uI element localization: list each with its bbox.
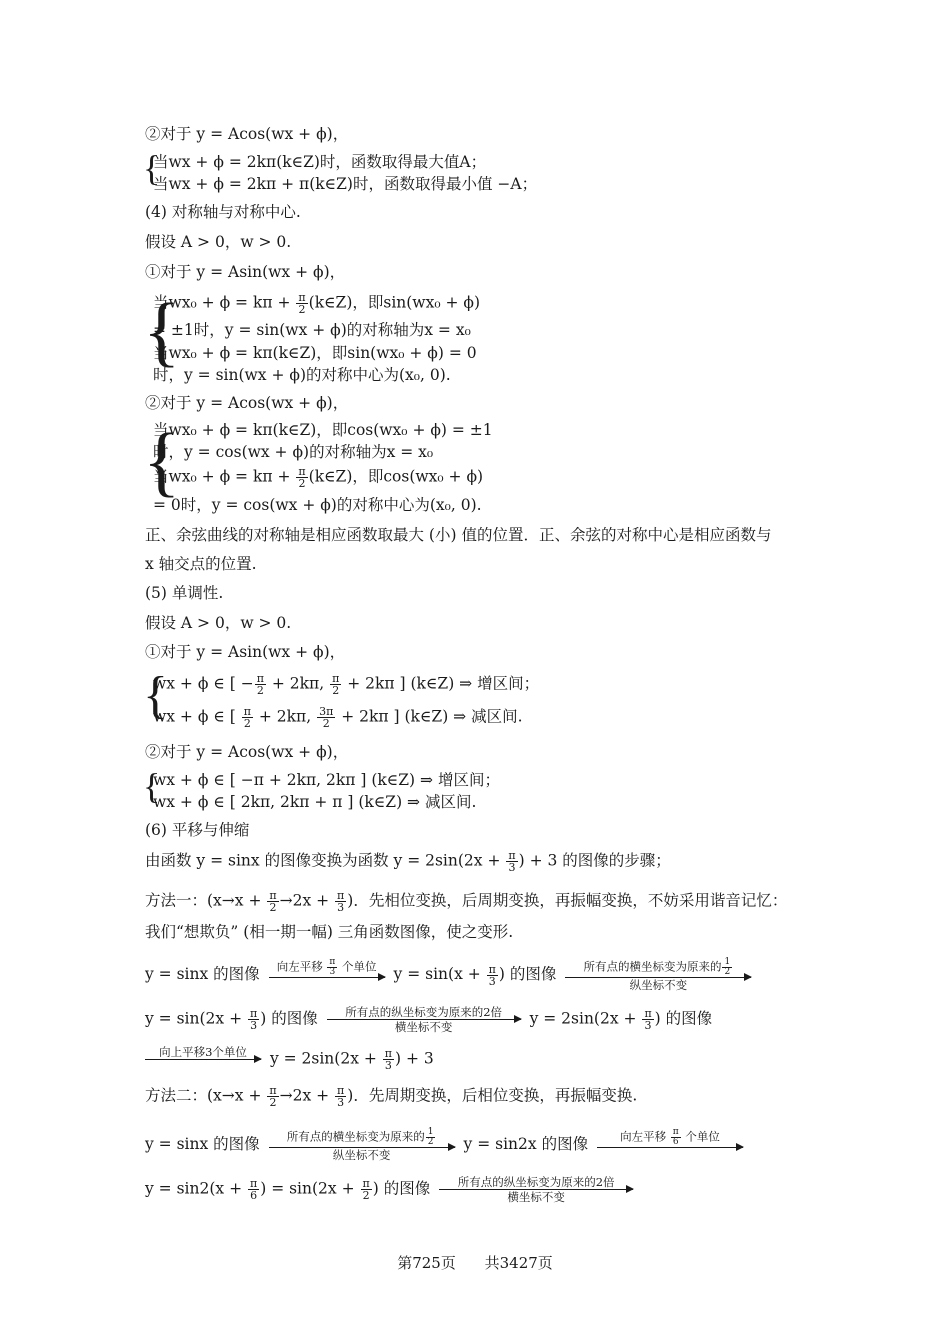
fraction: $\frac{1}{2}$: [724, 957, 731, 977]
fraction: $\frac{\pi}{3}$: [337, 889, 345, 914]
text-line: = 0时，y = cos(wx + ϕ)的对称中心为(x₀, 0).: [153, 496, 482, 514]
text-line: 当wx + ϕ = 2kπ + π(k∈Z)时，函数取得最小值 −A；: [153, 175, 538, 193]
text-line: 正、余弦曲线的对称轴是相应函数取最大 (小) 值的位置．正、余弦的对称中心是相应函数与: [145, 526, 772, 544]
fraction: $\frac{\pi}{3}$: [329, 957, 336, 977]
transform-line: y = sinx 的图像 向左平移 $\frac{\pi}{3}$ 个单位 y = sin(x + $\frac{\pi}{3}$ ) 的图像 所有点的横坐标变为原来的 $\frac{1}{2}$ 纵坐标不变: [145, 958, 755, 992]
transform-line: y = sinx 的图像 所有点的横坐标变为原来的 $\frac{1}{2}$ 纵坐标不变 y = sin2x 的图像 向左平移 $\frac{\pi}{6}$ 个单位: [145, 1128, 747, 1162]
text-line: ①对于 y = Asin(wx + ϕ)，: [145, 643, 346, 661]
transform-line: 向上平移3个单位 y = 2sin(2x + $\frac{\pi}{3}$ ) + 3: [145, 1045, 434, 1074]
text-line: = ±1时，y = sin(wx + ϕ)的对称轴为x = x₀: [153, 321, 471, 339]
fraction: $\frac{\pi}{3}$: [508, 849, 516, 874]
text-line: 方法一：(x→x + $\frac{\pi}{2}$ →2x + $\frac{\pi}{3}$ )．先相位变换，后周期变换，再振幅变换，不妨采用谐音记忆：: [145, 889, 788, 914]
fraction: $\frac{1}{2}$: [427, 1127, 434, 1147]
section-heading: (6) 平移与伸缩: [145, 821, 250, 839]
fraction: $\frac{\pi}{2}$: [269, 889, 277, 914]
fraction: $\frac{\pi}{3}$: [644, 1007, 652, 1032]
transform-arrow: 向上平移3个单位: [145, 1045, 261, 1074]
text-line: 时，y = cos(wx + ϕ)的对称轴为x = x₀: [153, 443, 434, 461]
text-line: x 轴交点的位置.: [145, 555, 257, 573]
left-brace: {: [143, 417, 181, 504]
transform-line: y = sin2(x + $\frac{\pi}{6}$ ) = sin(2x + $\frac{\pi}{2}$ ) 的图像 所有点的纵坐标变为原来的2倍 横坐标不变: [145, 1175, 637, 1204]
text-line: 当wx₀ + ϕ = kπ(k∈Z)，即sin(wx₀ + ϕ) = 0: [153, 344, 477, 362]
fraction: $\frac{\pi}{2}$: [332, 672, 340, 697]
transform-arrow: 所有点的纵坐标变为原来的2倍 横坐标不变: [439, 1175, 633, 1204]
text-line: 当wx + ϕ = 2kπ(k∈Z)时，函数取得最大值A；: [153, 153, 487, 171]
transform-arrow: 所有点的横坐标变为原来的 $\frac{1}{2}$ 纵坐标不变: [269, 1128, 455, 1162]
fraction: $\frac{\pi}{2}$: [256, 672, 264, 697]
text-line: 由函数 y = sinx 的图像变换为函数 y = 2sin(2x + $\frac{\pi}{3}$ ) + 3 的图像的步骤；: [145, 849, 671, 874]
text-line: wx + ϕ ∈ [ − $\frac{\pi}{2}$ + 2kπ, $\frac{\pi}{2}$ + 2kπ ] (k∈Z) ⇒ 增区间；: [153, 672, 540, 697]
section-heading: (5) 单调性.: [145, 584, 224, 602]
section-heading: (4) 对称轴与对称中心.: [145, 203, 301, 221]
fraction: $\frac{\pi}{3}$: [488, 962, 496, 988]
left-brace: {: [143, 766, 161, 806]
page-footer: [0, 1252, 950, 1273]
fraction: $\frac{\pi}{2}$: [243, 705, 251, 730]
fraction: $\frac{3\pi}{2}$: [319, 705, 334, 730]
transform-arrow: 向左平移 $\frac{\pi}{3}$ 个单位: [269, 958, 385, 992]
fraction: $\frac{\pi}{2}$: [298, 465, 306, 490]
text-line: wx + ϕ ∈ [ −π + 2kπ, 2kπ ] (k∈Z) ⇒ 增区间；: [153, 771, 500, 789]
transform-line: y = sin(2x + $\frac{\pi}{3}$ ) 的图像 所有点的纵坐标变为原来的2倍 横坐标不变 y = 2sin(2x + $\frac{\pi}{3}$ ) 的图像: [145, 1005, 713, 1034]
page-number: 第725页: [397, 1254, 456, 1272]
text-line: 假设 A > 0，w > 0.: [145, 233, 292, 251]
text-line: 方法二：(x→x + $\frac{\pi}{2}$ →2x + $\frac{\pi}{3}$ )．先周期变换，后相位变换，再振幅变换.: [145, 1084, 638, 1109]
text-line: ②对于 y = Acos(wx + ϕ)，: [145, 743, 349, 761]
left-brace: {: [143, 287, 181, 374]
fraction: $\frac{\pi}{3}$: [249, 1007, 258, 1032]
left-brace: {: [143, 667, 168, 724]
text-line: ①对于 y = Asin(wx + ϕ)，: [145, 263, 346, 281]
fraction: $\frac{\pi}{3}$: [384, 1047, 393, 1072]
fraction: $\frac{\pi}{2}$: [298, 291, 306, 316]
text-line: ②对于 y = Acos(wx + ϕ)，: [145, 125, 349, 143]
text-line: wx + ϕ ∈ [ $\frac{\pi}{2}$ + 2kπ, $\frac{3\pi}{2}$ + 2kπ ] (k∈Z) ⇒ 减区间.: [153, 705, 523, 730]
transform-arrow: 所有点的纵坐标变为原来的2倍 横坐标不变: [327, 1005, 521, 1034]
transform-arrow: 所有点的横坐标变为原来的 $\frac{1}{2}$ 纵坐标不变: [565, 958, 751, 992]
text-line: 当wx₀ + ϕ = kπ(k∈Z)，即cos(wx₀ + ϕ) = ±1: [153, 421, 493, 439]
fraction: $\frac{\pi}{2}$: [362, 1177, 370, 1202]
text-line: ②对于 y = Acos(wx + ϕ)，: [145, 394, 349, 412]
left-brace: {: [143, 148, 161, 188]
text-line: wx + ϕ ∈ [ 2kπ, 2kπ + π ] (k∈Z) ⇒ 减区间.: [153, 793, 477, 811]
text-line: 当wx₀ + ϕ = kπ + $\frac{\pi}{2}$ (k∈Z)，即sin(wx₀ + ϕ): [153, 291, 480, 316]
fraction: $\frac{\pi}{6}$: [672, 1127, 679, 1147]
text-line: 时，y = sin(wx + ϕ)的对称中心为(x₀, 0).: [153, 366, 451, 384]
transform-arrow: 向左平移 $\frac{\pi}{6}$ 个单位: [597, 1128, 743, 1162]
fraction: $\frac{\pi}{6}$: [249, 1177, 258, 1202]
fraction: $\frac{\pi}{3}$: [337, 1084, 345, 1109]
text-line: 假设 A > 0，w > 0.: [145, 614, 292, 632]
fraction: $\frac{\pi}{2}$: [269, 1084, 277, 1109]
text-line: 我们“想欺负” (相一期一幅) 三角函数图像，使之变形.: [145, 923, 514, 941]
text-line: 当wx₀ + ϕ = kπ + $\frac{\pi}{2}$ (k∈Z)，即cos(wx₀ + ϕ): [153, 465, 484, 490]
page-total: 共3427页: [484, 1254, 553, 1272]
